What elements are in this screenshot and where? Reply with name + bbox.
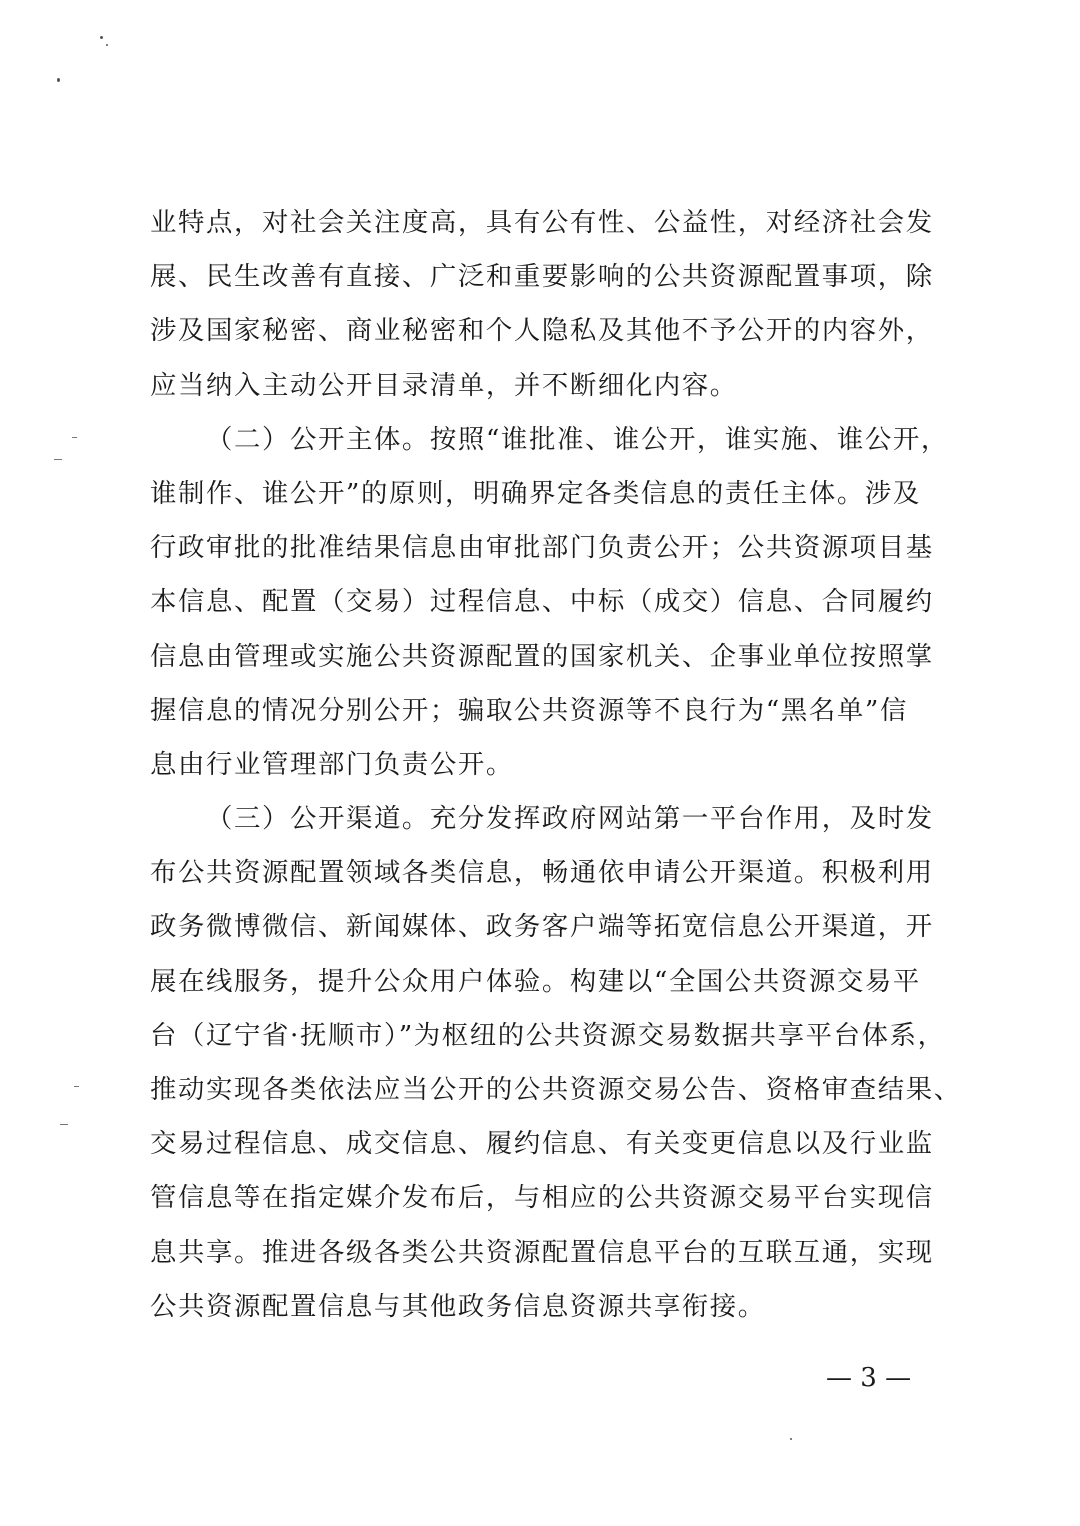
text-line: 行政审批的批准结果信息由审批部门负责公开；公共资源项目基	[150, 532, 934, 564]
page-number: — 3 —	[826, 1363, 912, 1393]
scan-margin-mark	[74, 1086, 79, 1087]
scan-speck	[790, 1438, 792, 1440]
text-line: 展在线服务，提升公众用户体验。构建以“全国公共资源交易平	[150, 965, 921, 997]
text-line: 管信息等在指定媒介发布后，与相应的公共资源交易平台实现信	[150, 1182, 934, 1214]
text-line: 台（辽宁省·抚顺市）”为枢纽的公共资源交易数据共享平台体系，	[150, 1019, 946, 1051]
text-line: 本信息、配置（交易）过程信息、中标（成交）信息、合同履约	[150, 586, 934, 618]
text-line: 推动实现各类依法应当公开的公共资源交易公告、资格审查结果、	[150, 1074, 962, 1105]
text-line: 展、民生改善有直接、广泛和重要影响的公共资源配置事项，除	[150, 261, 934, 293]
text-line: 息由行业管理部门负责公开。	[150, 748, 514, 780]
scan-margin-mark	[72, 437, 77, 438]
text-line: 公共资源配置信息与其他政务信息资源共享衔接。	[150, 1290, 766, 1322]
text-line: 业特点，对社会关注度高，具有公有性、公益性，对经济社会发	[150, 207, 934, 238]
scan-speck	[100, 36, 103, 39]
body-text	[150, 196, 962, 1334]
text-line: 政务微博微信、新闻媒体、政务客户端等拓宽信息公开渠道，开	[150, 911, 934, 943]
scan-margin-mark	[54, 459, 62, 460]
text-line: （二）公开主体。按照“谁批准、谁公开，谁实施、谁公开，	[206, 423, 949, 455]
text-line: 息共享。推进各级各类公共资源配置信息平台的互联互通，实现	[150, 1236, 934, 1268]
text-line: 握信息的情况分别公开；骗取公共资源等不良行为“黑名单”信	[150, 694, 908, 726]
scan-margin-mark	[60, 1124, 68, 1125]
text-line: 布公共资源配置领域各类信息，畅通依申请公开渠道。积极利用	[150, 857, 934, 889]
text-line: 涉及国家秘密、商业秘密和个人隐私及其他不予公开的内容外，	[150, 315, 934, 347]
scan-speck	[106, 44, 108, 46]
text-line: 信息由管理或实施公共资源配置的国家机关、企事业单位按照掌	[150, 640, 934, 672]
text-line: （三）公开渠道。充分发挥政府网站第一平台作用，及时发	[206, 803, 934, 835]
text-line: 应当纳入主动公开目录清单，并不断细化内容。	[150, 369, 738, 401]
scan-speck	[57, 78, 60, 82]
text-line: 谁制作、谁公开”的原则，明确界定各类信息的责任主体。涉及	[150, 477, 921, 509]
text-line: 交易过程信息、成交信息、履约信息、有关变更信息以及行业监	[150, 1128, 934, 1160]
